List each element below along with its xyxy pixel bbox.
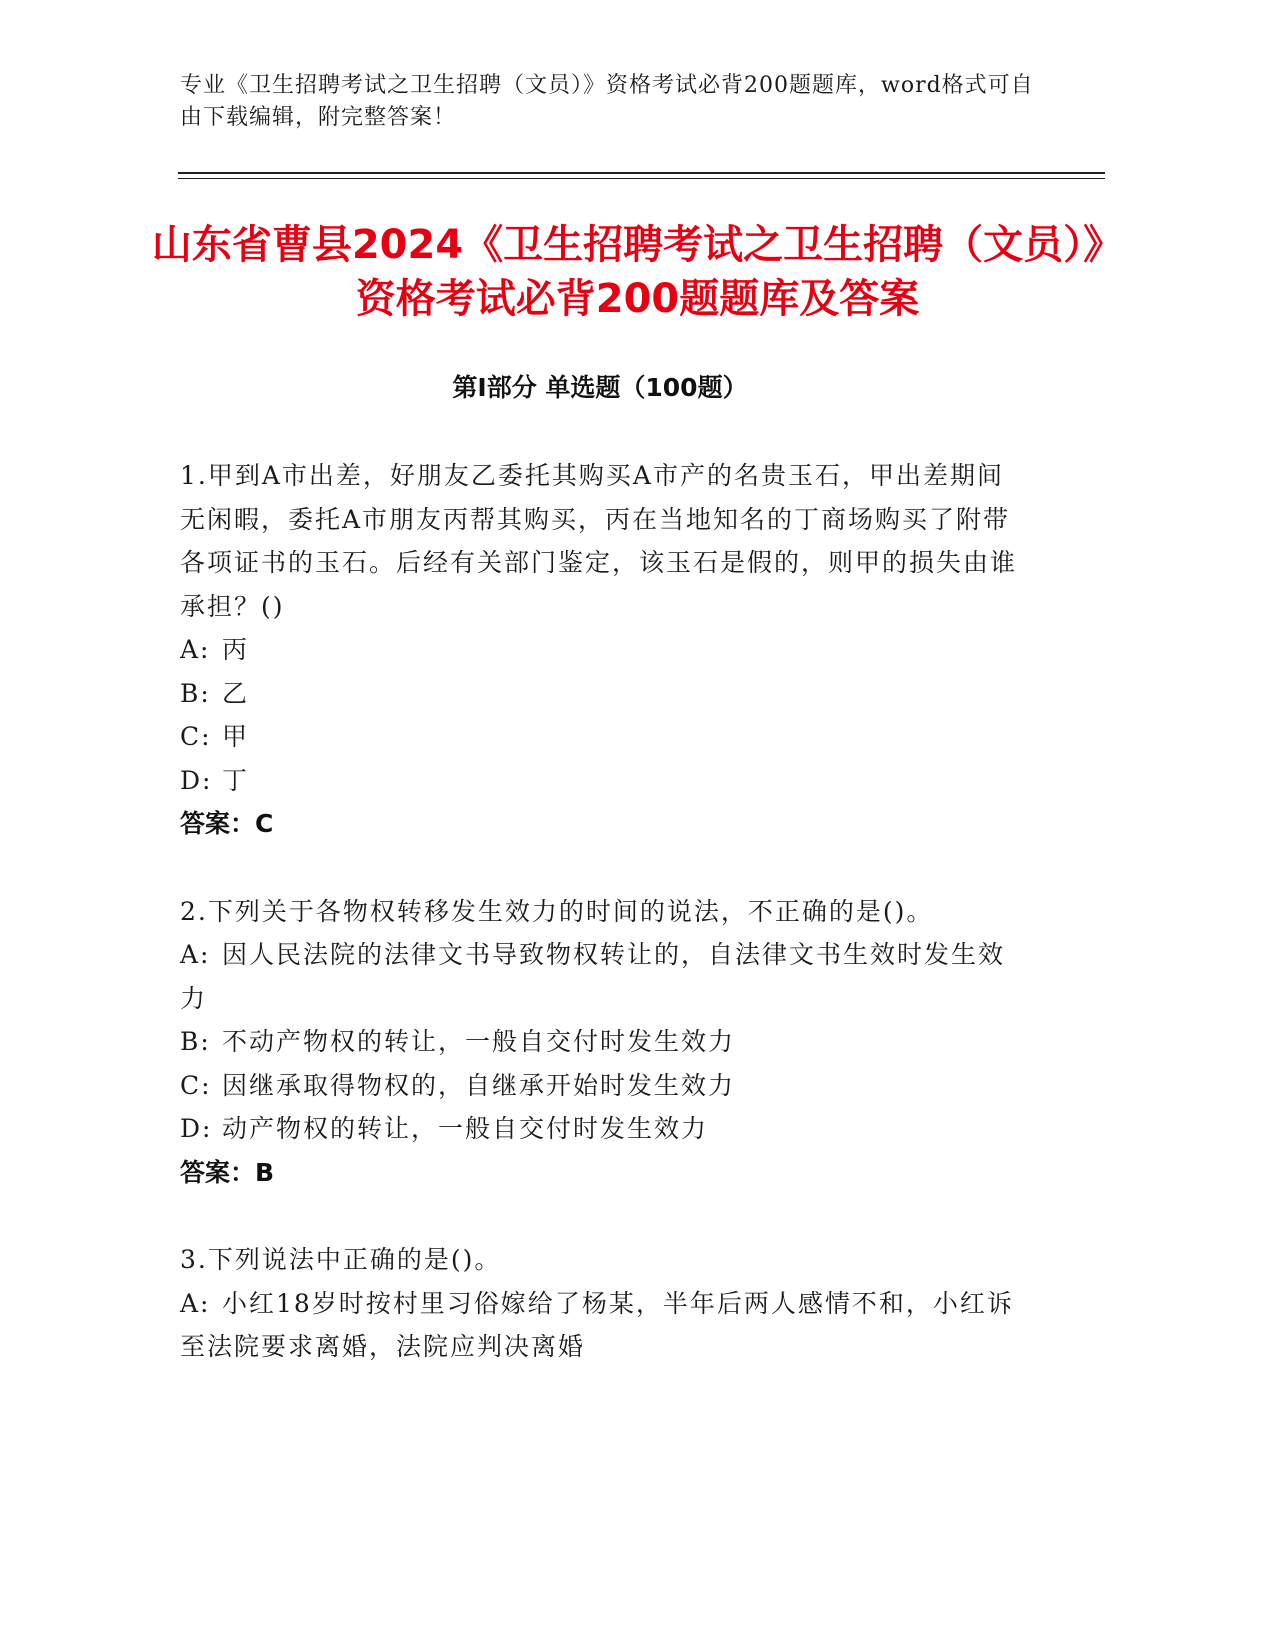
option-a bbox=[180, 628, 1030, 672]
option-text: 甲 bbox=[222, 722, 250, 751]
option-text: 动产物权的转让，一般自交付时发生效力 bbox=[222, 1114, 709, 1143]
document-title: 山东省曹县2024《卫生招聘考试之卫生招聘（文员）》资格考试必背200题题库及答案 bbox=[151, 222, 1124, 322]
option-c bbox=[180, 715, 1030, 759]
answer-label: 答案：C bbox=[180, 809, 274, 838]
header-divider-thick bbox=[178, 172, 1105, 174]
question-2 bbox=[180, 890, 1030, 1195]
option-a bbox=[180, 1282, 1030, 1369]
question-text: 2.下列关于各物权转移发生效力的时间的说法，不正确的是()。 bbox=[180, 896, 934, 926]
question-text: 1.甲到A市出差，好朋友乙委托其购买A市产的名贵玉石，甲出差期间无闲暇，委托A市朋友丙帮其购买，丙在当地知名的丁商场购买了附带各项证书的玉石。后经有关部门鉴定，该玉石是假的，则甲的损失由谁承担？() bbox=[180, 461, 1018, 621]
option-text: 乙 bbox=[222, 678, 250, 708]
question-3 bbox=[180, 1238, 1030, 1369]
option-d bbox=[180, 1107, 1030, 1151]
section-heading: 第Ⅰ部分 单选题（100题） bbox=[452, 373, 748, 402]
answer-label: 答案：B bbox=[180, 1157, 275, 1187]
document-header-note: 专业《卫生招聘考试之卫生招聘（文员）》资格考试必背200题题库，word格式可自由下载编辑，附完整答案！ bbox=[180, 73, 1034, 130]
question-list bbox=[180, 454, 1030, 1413]
option-text: 不动产物权的转让，一般自交付时发生效力 bbox=[222, 1027, 736, 1056]
question-text: 3.下列说法中正确的是()。 bbox=[180, 1245, 502, 1274]
option-b bbox=[180, 1020, 1030, 1064]
option-text: 小红18岁时按村里习俗嫁给了杨某，半年后两人感情不和，小红诉至法院要求离婚，法院应判决离婚 bbox=[180, 1288, 1014, 1361]
option-letter: D: bbox=[180, 765, 213, 795]
option-text: 丙 bbox=[222, 635, 250, 664]
option-letter: B: bbox=[180, 1027, 211, 1056]
option-letter: C: bbox=[180, 1070, 212, 1100]
question-1 bbox=[180, 454, 1030, 846]
option-a bbox=[180, 933, 1030, 1020]
option-b bbox=[180, 672, 1030, 716]
option-letter: A: bbox=[180, 1288, 211, 1318]
option-text: 因人民法院的法律文书导致物权转让的，自法律文书生效时发生效力 bbox=[180, 940, 1006, 1013]
option-c bbox=[180, 1064, 1030, 1108]
option-text: 因继承取得物权的，自继承开始时发生效力 bbox=[222, 1070, 736, 1100]
header-divider-thin bbox=[178, 178, 1105, 179]
option-letter: D: bbox=[180, 1114, 213, 1143]
option-letter: A: bbox=[180, 635, 211, 664]
option-d bbox=[180, 759, 1030, 803]
option-letter: B: bbox=[180, 678, 211, 708]
option-letter: C: bbox=[180, 722, 212, 751]
option-text: 丁 bbox=[222, 765, 250, 795]
option-letter: A: bbox=[180, 940, 211, 969]
